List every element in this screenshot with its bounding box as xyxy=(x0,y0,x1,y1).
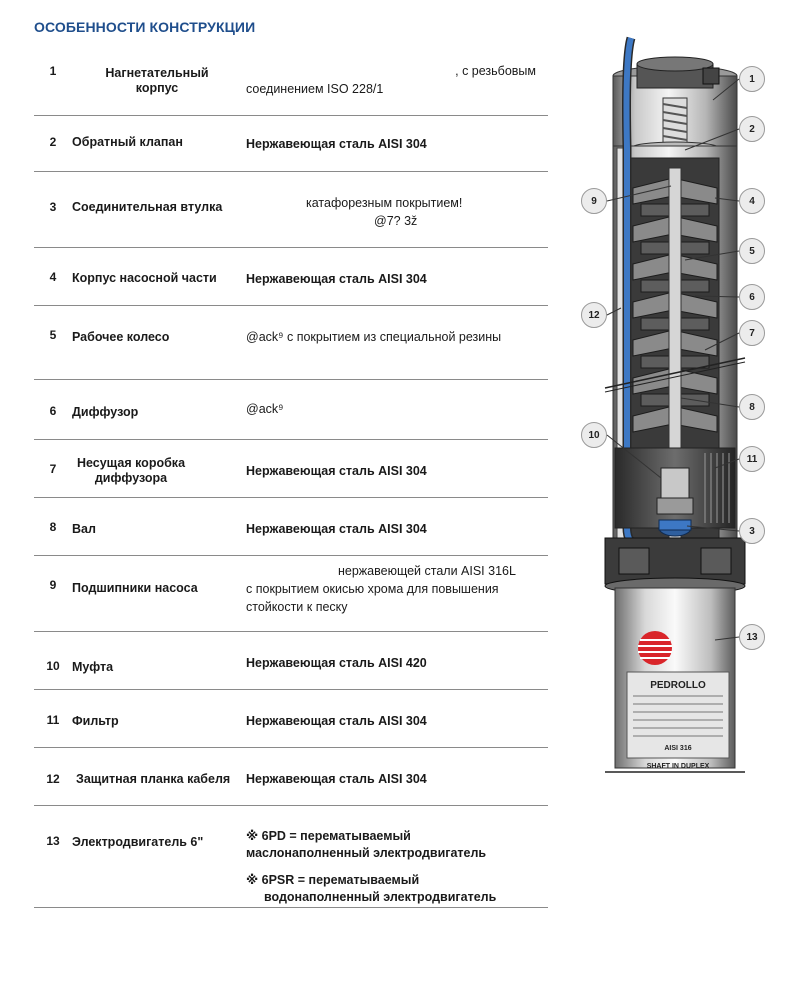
part-name: Муфта xyxy=(72,660,114,674)
callout-13: 13 xyxy=(739,624,765,650)
table-row xyxy=(34,632,548,690)
part-name: Вал xyxy=(72,522,96,536)
row-number: 4 xyxy=(49,270,57,284)
part-name: Рабочее колесо xyxy=(72,330,170,344)
part-name: Обратный клапан xyxy=(72,135,183,149)
callout-4: 4 xyxy=(739,188,765,214)
callout-8: 8 xyxy=(739,394,765,420)
row-number: 5 xyxy=(49,328,57,342)
table-row xyxy=(34,116,548,172)
part-name: Электродвигатель 6" xyxy=(72,835,204,849)
part-material: @ack⁹ с покрытием из специальной резины xyxy=(246,330,502,344)
row-divider xyxy=(34,907,548,908)
brand-name: PEDROLLO xyxy=(650,680,706,691)
row-number: 9 xyxy=(49,578,57,592)
part-name: Фильтр xyxy=(72,714,119,728)
plate-shaft: SHAFT IN DUPLEX xyxy=(646,763,710,770)
part-material: Нержавеющая сталь AISI 304 xyxy=(246,464,427,478)
callout-5: 5 xyxy=(739,238,765,264)
row-number: 7 xyxy=(49,462,57,476)
part-name: Нагнетательный корпус xyxy=(105,66,209,95)
plate-material: AISI 316 xyxy=(664,745,692,752)
row-number: 8 xyxy=(49,520,57,534)
part-material: Нержавеющая сталь AISI 420 xyxy=(246,656,427,670)
part-material: @ack⁹ xyxy=(246,402,284,416)
callout-12: 12 xyxy=(581,302,607,328)
part-name: Защитная планка кабеля xyxy=(76,772,231,786)
table-row xyxy=(34,556,548,632)
table-row xyxy=(34,690,548,748)
part-material: , с резьбовым соединением ISO 228/1 xyxy=(246,64,536,96)
part-material: Нержавеющая сталь AISI 304 xyxy=(246,772,427,786)
part-material: Нержавеющая сталь AISI 304 xyxy=(246,522,427,536)
row-number: 6 xyxy=(49,404,57,418)
table-row xyxy=(34,172,548,248)
part-material: Нержавеющая сталь AISI 304 xyxy=(246,714,427,728)
brand-logo xyxy=(638,631,672,665)
callout-9: 9 xyxy=(581,188,607,214)
part-name: Подшипники насоса xyxy=(72,581,198,595)
part-material: Нержавеющая сталь AISI 304 xyxy=(246,272,427,286)
part-name: Корпус насосной части xyxy=(72,271,217,285)
table-row xyxy=(34,306,548,380)
row-number: 1 xyxy=(49,64,57,78)
table-row xyxy=(34,498,548,556)
page-title: ОСОБЕННОСТИ КОНСТРУКЦИИ xyxy=(34,19,256,35)
row-number: 3 xyxy=(49,200,57,214)
table-row xyxy=(34,248,548,306)
callout-10: 10 xyxy=(581,422,607,448)
callout-7: 7 xyxy=(739,320,765,346)
part-name: Соединительная втулка xyxy=(72,200,223,214)
part-material: ※ 6PD = перематываемый маслонаполненный электродвигатель ※ 6PSR = перематываемый водонаполненный электродвигатель xyxy=(246,829,497,904)
table-row xyxy=(34,748,548,806)
callout-1: 1 xyxy=(739,66,765,92)
part-material: нержавеющей стали AISI 316L с покрытием окисью хрома для повышения стойкости к песку xyxy=(246,564,516,614)
pump-cutaway-illustration xyxy=(575,28,775,778)
part-material: Нержавеющая сталь AISI 304 xyxy=(246,137,427,151)
part-name: Несущая коробка диффузора xyxy=(76,456,186,485)
callout-11: 11 xyxy=(739,446,765,472)
table-row xyxy=(34,806,548,908)
callout-6: 6 xyxy=(739,284,765,310)
table-row xyxy=(34,56,548,116)
row-number: 12 xyxy=(46,772,60,786)
part-material: катафорезным покрытием! @7? 3ž xyxy=(306,196,463,228)
table-row xyxy=(34,440,548,498)
callout-3: 3 xyxy=(739,518,765,544)
callout-2: 2 xyxy=(739,116,765,142)
row-number: 2 xyxy=(49,135,57,149)
row-number: 10 xyxy=(46,659,60,673)
table-row xyxy=(34,380,548,440)
row-number: 13 xyxy=(46,834,60,848)
part-name: Диффузор xyxy=(72,405,139,419)
row-number: 11 xyxy=(46,713,60,727)
